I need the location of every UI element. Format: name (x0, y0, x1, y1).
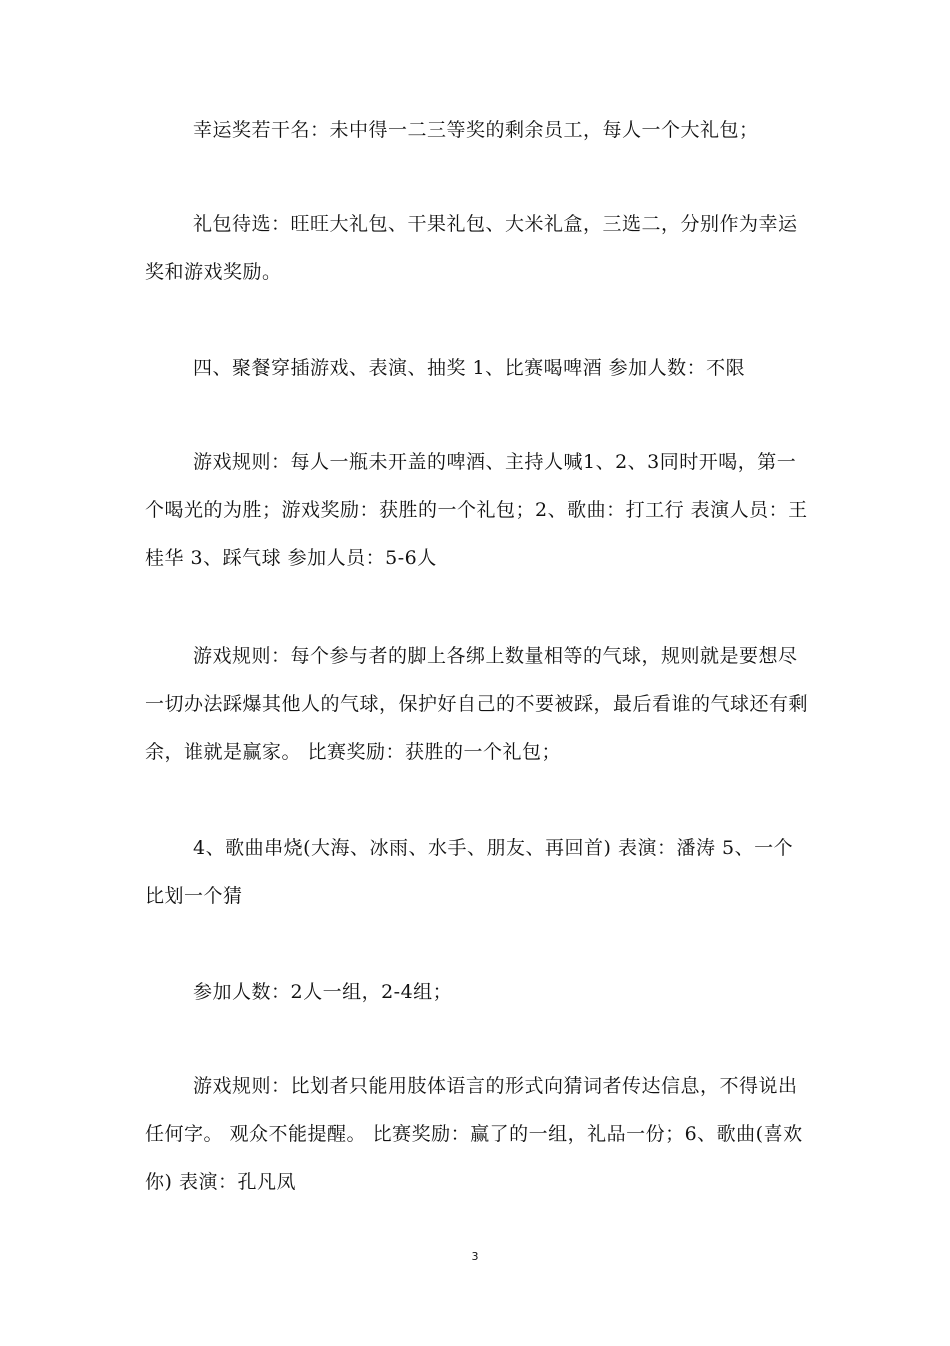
paragraph-line: 奖和游戏奖励。 (145, 261, 282, 283)
paragraph-line: 参加人数：2人一组，2-4组； (193, 981, 453, 1003)
paragraph-line: 任何字。 观众不能提醒。 比赛奖励：赢了的一组，礼品一份；6、歌曲(喜欢 (145, 1123, 803, 1145)
paragraph-line: 礼包待选：旺旺大礼包、干果礼包、大米礼盒，三选二，分别作为幸运 (193, 213, 798, 235)
paragraph-gift-options (145, 200, 805, 296)
paragraph-line: 比划一个猜 (145, 885, 243, 907)
paragraph-participants (145, 968, 805, 1016)
paragraph-lucky-prize (145, 106, 805, 154)
paragraph-song-medley (145, 824, 805, 920)
paragraph-line: 游戏规则：每人一瓶未开盖的啤酒、主持人喊1、2、3同时开喝，第一 (193, 451, 797, 473)
paragraph-charades-rules (145, 1062, 805, 1206)
paragraph-line: 四、聚餐穿插游戏、表演、抽奖 1、比赛喝啤酒 参加人数：不限 (193, 357, 746, 379)
paragraph-line: 你) 表演：孔凡凤 (145, 1171, 296, 1193)
paragraph-line: 幸运奖若干名：未中得一二三等奖的剩余员工，每人一个大礼包； (193, 119, 759, 141)
page-number: 3 (471, 1250, 479, 1263)
paragraph-line: 余，谁就是赢家。 比赛奖励：获胜的一个礼包； (145, 741, 562, 763)
paragraph-line: 游戏规则：比划者只能用肢体语言的形式向猜词者传达信息，不得说出 (193, 1075, 798, 1097)
paragraph-beer-game-rules (145, 438, 808, 582)
paragraph-line: 一切办法踩爆其他人的气球，保护好自己的不要被踩，最后看谁的气球还有剩 (145, 693, 809, 715)
paragraph-line: 个喝光的为胜；游戏奖励：获胜的一个礼包；2、歌曲：打工行 表演人员：王 (145, 499, 808, 521)
paragraph-line: 游戏规则：每个参与者的脚上各绑上数量相等的气球，规则就是要想尽 (193, 645, 798, 667)
paragraph-balloon-game-rules (145, 632, 809, 776)
paragraph-section-four (145, 344, 805, 392)
paragraph-line: 桂华 3、踩气球 参加人员：5-6人 (145, 547, 437, 569)
paragraph-line: 4、歌曲串烧(大海、冰雨、水手、朋友、再回首) 表演：潘涛 5、一个 (193, 837, 794, 859)
